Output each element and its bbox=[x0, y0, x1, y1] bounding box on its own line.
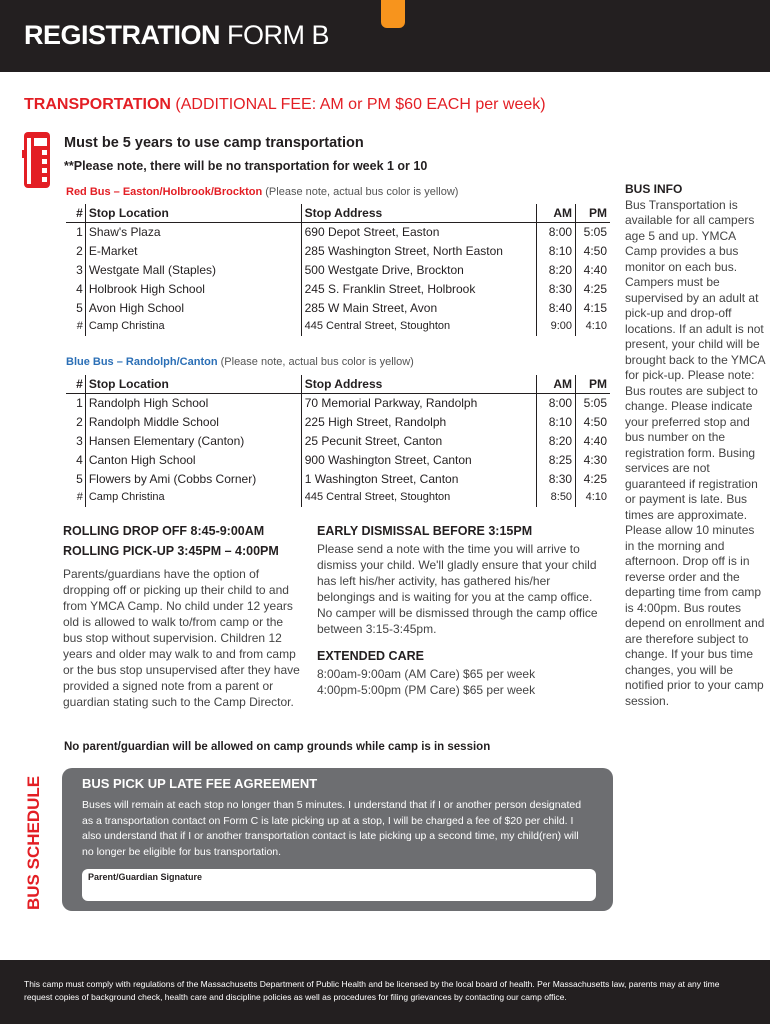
stop-number: 2 bbox=[76, 244, 83, 259]
stop-address: 285 Washington Street, North Easton bbox=[301, 242, 537, 261]
red-bus-heading bbox=[66, 186, 458, 198]
col-location: Stop Location bbox=[85, 204, 301, 223]
stop-address: 25 Pecunit Street, Canton bbox=[301, 432, 537, 451]
extended-care-pm: 4:00pm-5:00pm (PM Care) $65 per week bbox=[317, 683, 536, 697]
extended-care-heading: EXTENDED CARE bbox=[317, 649, 424, 663]
stop-pm-time: 4:10 bbox=[576, 317, 610, 336]
table-row bbox=[66, 223, 610, 242]
blue-bus-name: Blue Bus – Randolph/Canton bbox=[66, 356, 218, 368]
stop-location: E-Market bbox=[85, 242, 301, 261]
page-title bbox=[24, 20, 329, 51]
signature-label: Parent/Guardian Signature bbox=[88, 872, 203, 882]
rolling-text: Parents/guardians have the option of dropping off or picking up their child to and from YMCA Camp. No child under 12 years old is allowed to walk to/from camp or the bus stop without supervision. Children 12 years and older may walk to and from camp or the bus stop unsupervised after they have provided a signed note from a parent or guardian stating such to the Camp Director. bbox=[63, 567, 300, 709]
stop-am-time: 8:30 bbox=[537, 469, 576, 488]
rolling-section bbox=[63, 524, 303, 710]
stop-am-time: 8:50 bbox=[537, 488, 576, 507]
stop-location: Canton High School bbox=[85, 450, 301, 469]
bus-schedule-side-label: BUS SCHEDULE bbox=[24, 775, 43, 910]
col-address: Stop Address bbox=[301, 375, 537, 394]
page-footer bbox=[0, 960, 770, 1024]
stop-location: Randolph Middle School bbox=[85, 413, 301, 432]
stop-address: 690 Depot Street, Easton bbox=[301, 223, 537, 242]
title-bold: REGISTRATION bbox=[24, 20, 220, 50]
col-am: AM bbox=[537, 204, 576, 223]
stop-address: 1 Washington Street, Canton bbox=[301, 469, 537, 488]
stop-number: 4 bbox=[76, 452, 83, 467]
stop-address: 500 Westgate Drive, Brockton bbox=[301, 261, 537, 280]
red-bus-name: Red Bus – Easton/Holbrook/Brockton bbox=[66, 186, 263, 198]
stop-location: Hansen Elementary (Canton) bbox=[85, 432, 301, 451]
table-row bbox=[66, 298, 610, 317]
table-header-row bbox=[66, 375, 610, 394]
stop-number: # bbox=[76, 491, 83, 504]
table-row bbox=[66, 261, 610, 280]
stop-number: 4 bbox=[76, 281, 83, 296]
stop-number: 3 bbox=[76, 433, 83, 448]
section-title bbox=[24, 96, 546, 114]
blue-bus-table bbox=[66, 375, 610, 507]
col-address: Stop Address bbox=[301, 204, 537, 223]
stop-address: 70 Memorial Parkway, Randolph bbox=[301, 394, 537, 413]
stop-am-time: 8:10 bbox=[537, 242, 576, 261]
stop-pm-time: 4:25 bbox=[576, 469, 610, 488]
stop-location: Flowers by Ami (Cobbs Corner) bbox=[85, 469, 301, 488]
table-row bbox=[66, 394, 610, 413]
stop-am-time: 8:20 bbox=[537, 432, 576, 451]
col-pm: PM bbox=[576, 375, 610, 394]
stop-am-time: 8:25 bbox=[537, 450, 576, 469]
stop-location: Shaw's Plaza bbox=[85, 223, 301, 242]
orange-tab bbox=[381, 0, 405, 28]
col-location: Stop Location bbox=[85, 375, 301, 394]
red-bus-table bbox=[66, 204, 610, 336]
stop-am-time: 8:00 bbox=[537, 394, 576, 413]
stop-am-time: 8:40 bbox=[537, 298, 576, 317]
red-bus-hint: (Please note, actual bus color is yellow) bbox=[262, 186, 459, 198]
stop-pm-time: 4:25 bbox=[576, 279, 610, 298]
stop-number: 1 bbox=[76, 225, 83, 240]
week-note: **Please note, there will be no transportation for week 1 or 10 bbox=[64, 159, 428, 173]
stop-address: 285 W Main Street, Avon bbox=[301, 298, 537, 317]
blue-bus-heading bbox=[66, 356, 414, 368]
bus-info-title: BUS INFO bbox=[625, 182, 683, 196]
stop-address: 225 High Street, Randolph bbox=[301, 413, 537, 432]
bus-info-section bbox=[625, 182, 765, 709]
table-row bbox=[66, 279, 610, 298]
bus-icon bbox=[22, 130, 52, 192]
table-row bbox=[66, 242, 610, 261]
stop-address: 445 Central Street, Stoughton bbox=[301, 317, 537, 336]
stop-pm-time: 4:15 bbox=[576, 298, 610, 317]
early-dismissal-text: Please send a note with the time you will arrive to dismiss your child. We'll gladly ensure that your child has left his/her activity, has gathered his/her belongings and is waiting for you at the camp office. No camper will be dismissed through the camp office between 3:15-3:45pm. bbox=[317, 542, 598, 636]
stop-am-time: 8:00 bbox=[537, 223, 576, 242]
stop-location: Randolph High School bbox=[85, 394, 301, 413]
col-pm: PM bbox=[576, 204, 610, 223]
table-row bbox=[66, 450, 610, 469]
stop-location: Camp Christina bbox=[85, 317, 301, 336]
rolling-dropoff-heading: ROLLING DROP OFF 8:45-9:00AM bbox=[63, 524, 265, 538]
table-row bbox=[66, 488, 610, 507]
col-num: # bbox=[66, 375, 85, 394]
stop-pm-time: 4:40 bbox=[576, 432, 610, 451]
blue-bus-hint: (Please note, actual bus color is yellow) bbox=[217, 356, 414, 368]
late-fee-title: BUS PICK UP LATE FEE AGREEMENT bbox=[82, 776, 318, 791]
table-row bbox=[66, 469, 610, 488]
footer-text: This camp must comply with regulations of the Massachusetts Department of Public Health and be licensed by the local board of health. Per Massachusetts law, parents may at any time request copies of background check, health care and discipline policies as well as procedures for filing grievances by contacting our camp office. bbox=[24, 979, 720, 1002]
early-dismissal-heading: EARLY DISMISSAL BEFORE 3:15PM bbox=[317, 524, 533, 538]
stop-location: Camp Christina bbox=[85, 488, 301, 507]
section-title-bold: TRANSPORTATION bbox=[24, 96, 171, 113]
late-fee-text: Buses will remain at each stop no longer than 5 minutes. I understand that if I or another person designated as a transportation contact on Form C is late picking up at a stop, I will be charged a fee of $20 per child. I also understand that if I or another transportation contact is late picking up a second time, my child(ren) will no longer be eligible for bus transportation. bbox=[82, 799, 582, 858]
stop-location: Avon High School bbox=[85, 298, 301, 317]
bus-info-text: Bus Transportation is available for all campers age 5 and up. YMCA Camp provides a bus monitor on each bus. Campers must be supervised by an adult at pick-up and drop-off locations. If an adult is not present, your child will be brought back to the YMCA for pick-up. Please note: Bus routes are subject to change. Please indicate your preferred stop and bus number on the registration form. Busing services are not guaranteed if registration or payment is late. Bus times are approximate. Please allow 10 minutes in the morning and afternoon. Drop off is in reverse order and the departing time from camp is 4:00pm. Bus routes depend on enrollment and are therefore subject to change. If your bus time changes, you will be notified prior to your camp session. bbox=[625, 197, 765, 708]
stop-number: 2 bbox=[76, 415, 83, 430]
rolling-pickup-heading: ROLLING PICK-UP 3:45PM – 4:00PM bbox=[63, 544, 279, 558]
stop-pm-time: 4:30 bbox=[576, 450, 610, 469]
stop-number: 1 bbox=[76, 396, 83, 411]
stop-address: 900 Washington Street, Canton bbox=[301, 450, 537, 469]
early-dismissal-section bbox=[317, 524, 607, 698]
table-row bbox=[66, 413, 610, 432]
stop-address: 245 S. Franklin Street, Holbrook bbox=[301, 279, 537, 298]
stop-pm-time: 4:50 bbox=[576, 242, 610, 261]
stop-pm-time: 5:05 bbox=[576, 223, 610, 242]
stop-address: 445 Central Street, Stoughton bbox=[301, 488, 537, 507]
stop-location: Westgate Mall (Staples) bbox=[85, 261, 301, 280]
stop-pm-time: 5:05 bbox=[576, 394, 610, 413]
table-header-row bbox=[66, 204, 610, 223]
table-row bbox=[66, 317, 610, 336]
stop-am-time: 9:00 bbox=[537, 317, 576, 336]
stop-number: 5 bbox=[76, 300, 83, 315]
late-fee-agreement-box bbox=[62, 768, 613, 911]
extended-care-am: 8:00am-9:00am (AM Care) $65 per week bbox=[317, 667, 536, 681]
grounds-note: No parent/guardian will be allowed on camp grounds while camp is in session bbox=[64, 741, 491, 753]
stop-pm-time: 4:40 bbox=[576, 261, 610, 280]
age-note: Must be 5 years to use camp transportation bbox=[64, 135, 364, 151]
table-row bbox=[66, 432, 610, 451]
stop-number: 3 bbox=[76, 262, 83, 277]
col-am: AM bbox=[537, 375, 576, 394]
title-light: FORM B bbox=[227, 20, 330, 50]
stop-location: Holbrook High School bbox=[85, 279, 301, 298]
stop-am-time: 8:20 bbox=[537, 261, 576, 280]
stop-number: 5 bbox=[76, 471, 83, 486]
stop-am-time: 8:10 bbox=[537, 413, 576, 432]
stop-pm-time: 4:50 bbox=[576, 413, 610, 432]
signature-field[interactable] bbox=[82, 869, 596, 901]
stop-am-time: 8:30 bbox=[537, 279, 576, 298]
stop-number: # bbox=[76, 320, 83, 333]
section-title-fee: (ADDITIONAL FEE: AM or PM $60 EACH per week) bbox=[170, 96, 546, 113]
col-num: # bbox=[66, 204, 85, 223]
stop-pm-time: 4:10 bbox=[576, 488, 610, 507]
